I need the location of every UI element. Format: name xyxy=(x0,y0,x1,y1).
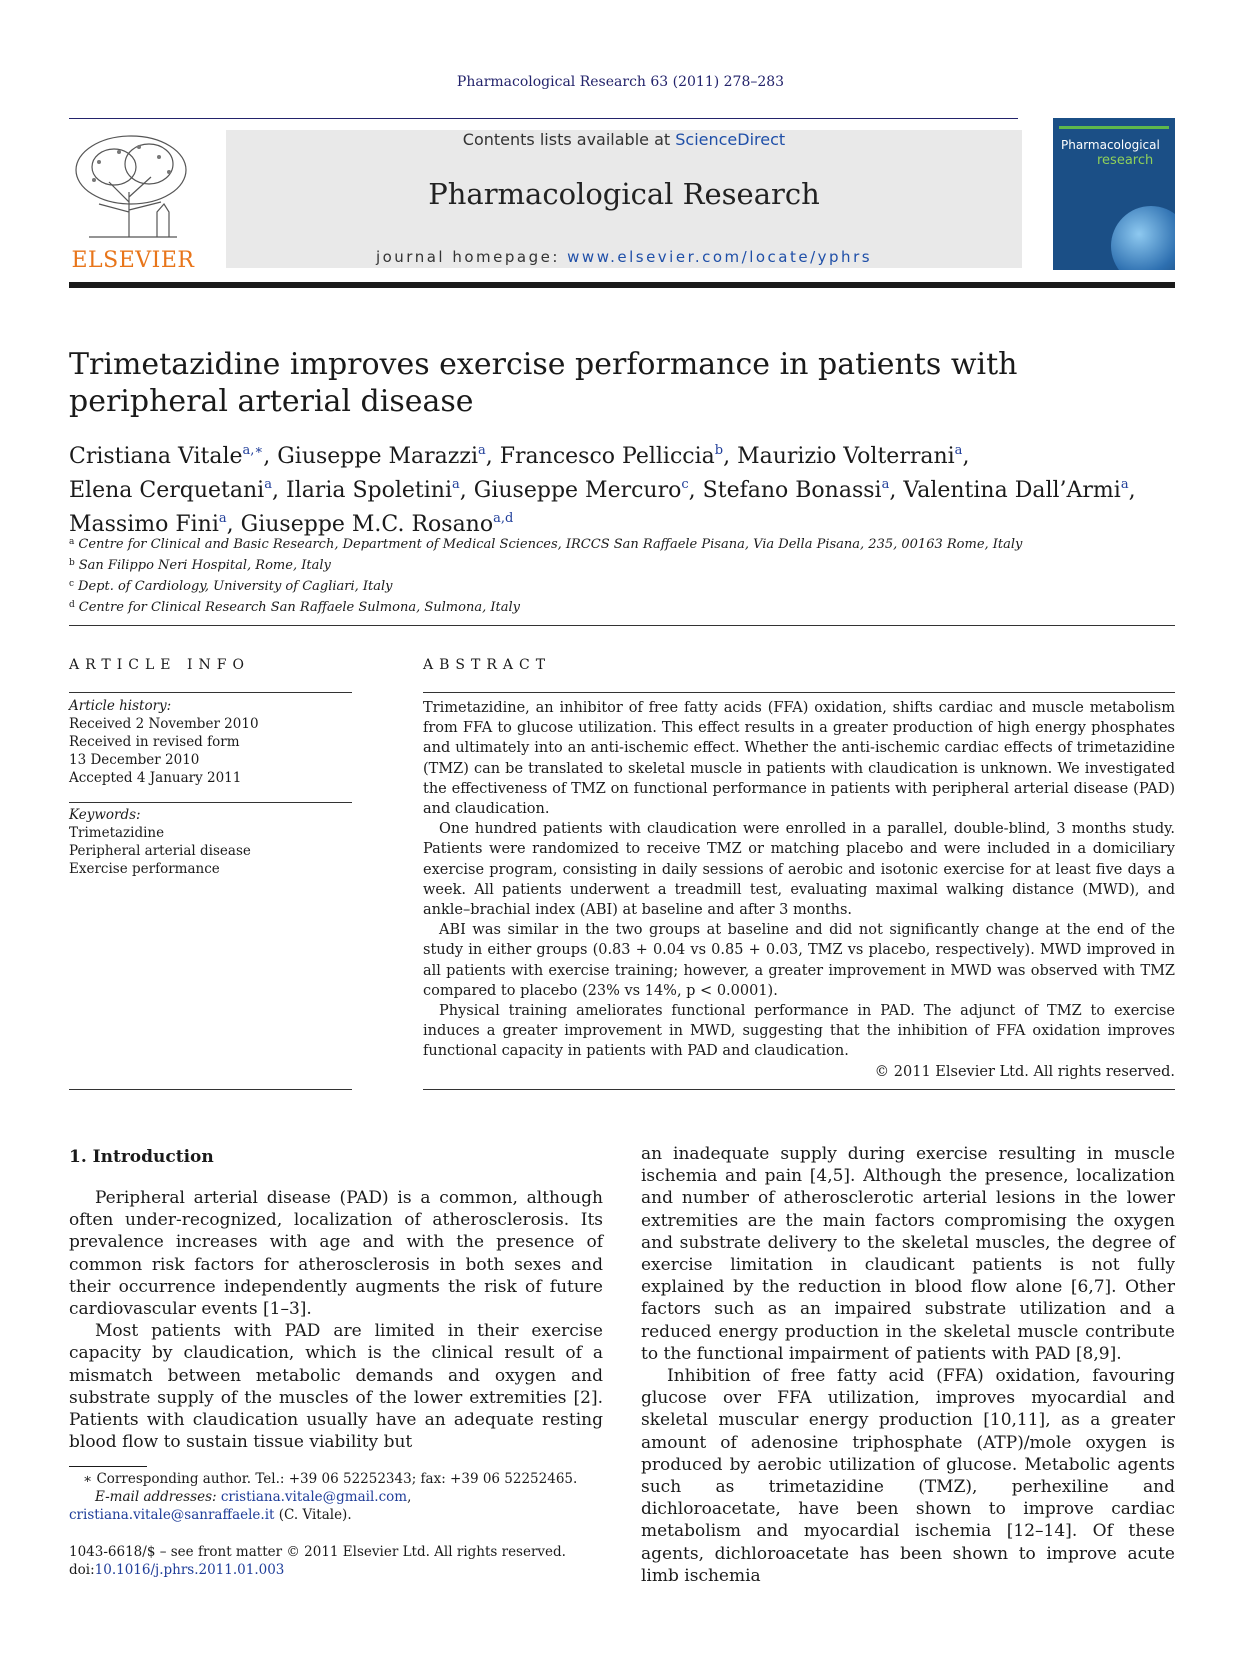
author-sep: , xyxy=(271,478,286,503)
corresponding-footnote xyxy=(69,1470,603,1524)
journal-reference[interactable]: Pharmacological Research 63 (2011) 278–283 xyxy=(456,74,785,90)
sciencedirect-link[interactable]: ScienceDirect xyxy=(675,130,786,149)
cover-title-line1: Pharmacological xyxy=(1061,138,1160,152)
author-affil-sup[interactable]: a xyxy=(452,477,460,492)
author-name: Giuseppe Mercuro xyxy=(473,478,682,503)
author-name: Cristiana Vitale xyxy=(69,444,243,469)
author-sep: , xyxy=(962,444,970,469)
abstract-copyright: © 2011 Elsevier Ltd. All rights reserved. xyxy=(874,1063,1175,1080)
body-paragraph: Most patients with PAD are limited in their exercise capacity by claudication, which is the clinical result of a mismatch between metabolic demands and oxygen and substrate supply of the muscles of the lower extremities [2]. Patients with claudication usually have an adequate resting blood flow to sustain tissue viability but xyxy=(69,1321,603,1453)
abstract-paragraph: Physical training ameliorates functional performance in PAD. The adjunct of TMZ to exercise induces a greater improvement in MWD, suggesting that the inhibition of FFA oxidation improves functional capacity in patients with PAD and claudication. xyxy=(423,1003,1175,1060)
author-affil-sup[interactable]: b xyxy=(714,443,724,458)
affiliation xyxy=(69,596,1169,617)
abstract-rule-bottom xyxy=(423,1089,1175,1090)
author-sep: , xyxy=(723,444,738,469)
affiliation-text: Dept. of Cardiology, University of Cagliari, Italy xyxy=(78,579,393,594)
journal-homepage xyxy=(226,248,1022,266)
email-link[interactable]: cristiana.vitale@gmail.com xyxy=(220,1489,408,1505)
keyword: Exercise performance xyxy=(69,861,220,877)
info-rule-bottom xyxy=(69,1089,352,1090)
keyword: Peripheral arterial disease xyxy=(69,843,251,859)
author-affil-sup[interactable]: a,∗ xyxy=(242,443,264,458)
affiliation xyxy=(69,533,1169,554)
section-rule xyxy=(69,625,1175,626)
author-name: Giuseppe Marazzi xyxy=(277,444,478,469)
author-name: Stefano Bonassi xyxy=(702,478,882,503)
affiliation-sup: a xyxy=(69,537,75,547)
intro-left-column xyxy=(69,1187,603,1453)
author-sep: , xyxy=(459,478,474,503)
author-sep: , xyxy=(889,478,904,503)
author-name: Elena Cerquetani xyxy=(69,478,265,503)
contents-line xyxy=(226,130,1022,149)
corresponding-author: ∗ Corresponding author. Tel.: +39 06 52252343; fax: +39 06 52252465. xyxy=(83,1471,578,1487)
introduction-heading: 1. Introduction xyxy=(69,1147,214,1167)
author-sep: , xyxy=(226,512,241,537)
keyword: Trimetazidine xyxy=(69,825,165,841)
header-top-rule xyxy=(69,118,1018,119)
author-affil-sup[interactable]: a xyxy=(1120,477,1129,492)
author-name: Maurizio Volterrani xyxy=(737,444,955,469)
history-item: 13 December 2010 xyxy=(69,752,200,768)
affiliation-sup: c xyxy=(69,579,75,589)
doi-prefix: doi: xyxy=(69,1562,95,1578)
author-sep: , xyxy=(1128,478,1136,503)
author-affil-sup[interactable]: a xyxy=(954,443,963,458)
history-item: Accepted 4 January 2011 xyxy=(69,770,242,786)
keywords-label: Keywords: xyxy=(69,807,141,823)
history-item: Received 2 November 2010 xyxy=(69,716,259,732)
affiliation-sup: d xyxy=(69,600,75,610)
front-matter xyxy=(69,1543,603,1579)
author-affil-sup[interactable]: a xyxy=(264,477,272,492)
author-line xyxy=(69,471,1175,505)
author-sep: , xyxy=(263,444,278,469)
abstract-paragraph: Trimetazidine, an inhibitor of free fatty acids (FFA) oxidation, shifts cardiac and muscle metabolism from FFA to glucose utilization. This effect results in a greater production of high energy phosphates and ultimately into an anti-ischemic effect. Whether the anti-ischemic cardiac effects of trimetazidine (TMZ) can be translated to skeletal muscle in patients with claudication is unknown. We investigated the effectiveness of TMZ on functional performance in patients with peripheral arterial disease (PAD) and claudication. xyxy=(423,700,1175,818)
abstract-heading: ABSTRACT xyxy=(423,657,552,673)
affiliation xyxy=(69,575,1169,596)
author-affil-sup[interactable]: c xyxy=(681,477,689,492)
affiliation-text: Centre for Clinical and Basic Research, Department of Medical Sciences, IRCCS San Raffaele Pisana, Via Della Pisana, 235, 00163 Rome, Italy xyxy=(78,537,1023,552)
cover-graphic xyxy=(1111,206,1175,270)
keywords xyxy=(69,806,359,878)
cover-title-line2: research xyxy=(1097,153,1154,168)
email-link[interactable]: cristiana.vitale@sanraffaele.it xyxy=(69,1507,275,1523)
homepage-link[interactable]: www.elsevier.com/locate/yphrs xyxy=(567,248,873,266)
footnote-rule xyxy=(69,1466,147,1467)
author-name: Giuseppe M.C. Rosano xyxy=(240,512,494,537)
body-paragraph: an inadequate supply during exercise resulting in muscle ischemia and pain [4,5]. Although the presence, localization and number of atherosclerotic arterial lesions in the lower extremities are the main factors compromising the oxygen and substrate delivery to the skeletal muscles, the degree of exercise limitation in claudicant patients is not fully explained by the reduction in blood flow alone [6,7]. Other factors such as an impaired substrate utilization and a reduced energy production in the skeletal muscle contribute to the functional impairment of patients with PAD [8,9]. xyxy=(641,1144,1175,1364)
elsevier-tree-logo xyxy=(69,132,197,242)
info-rule xyxy=(69,692,352,693)
elsevier-wordmark: ELSEVIER xyxy=(71,248,195,273)
affiliation-text: Centre for Clinical Research San Raffaele Sulmona, Sulmona, Italy xyxy=(78,600,520,615)
author-affil-sup[interactable]: a xyxy=(218,511,227,526)
email-suffix: (C. Vitale). xyxy=(274,1507,352,1523)
doi-link[interactable]: 10.1016/j.phrs.2011.01.003 xyxy=(94,1562,285,1578)
issn-line: 1043-6618/$ – see front matter © 2011 Elsevier Ltd. All rights reserved. xyxy=(69,1544,566,1560)
body-paragraph: Peripheral arterial disease (PAD) is a common, although often under-recognized, localization of atherosclerosis. Its prevalence increases with age and with the presence of common risk factors for atherosclerosis in both sexes and their occurrence independently augments the risk of future cardiovascular events [1–3]. xyxy=(69,1188,603,1320)
author-affil-sup[interactable]: a xyxy=(477,443,486,458)
author-list xyxy=(69,437,1175,539)
author-line xyxy=(69,437,1175,471)
affiliation xyxy=(69,554,1169,575)
email-label: E-mail addresses: xyxy=(95,1489,217,1505)
doi-line xyxy=(69,1561,603,1579)
email-line: E-mail addresses: cristiana.vitale@gmail.com, xyxy=(95,1489,412,1505)
author-name: Massimo Fini xyxy=(69,512,219,537)
author-sep: , xyxy=(688,478,703,503)
article-title: Trimetazidine improves exercise performance in patients with peripheral arterial disease xyxy=(69,347,1018,419)
article-history xyxy=(69,697,359,787)
body-paragraph: Inhibition of free fatty acid (FFA) oxidation, favouring glucose over FFA utilization, improves myocardial and skeletal muscular energy production [10,11], as a greater amount of adenosine triphosphate (ATP)/mole oxygen is produced by aerobic utilization of glucose. Metabolic agents such as trimetazidine (TMZ), perhexiline and dichloroacetate, have been shown to improve cardiac metabolism and myocardial ischemia [12–14]. Of these agents, dichloroacetate has been shown to improve acute limb ischemia xyxy=(641,1366,1175,1586)
author-affil-sup[interactable]: a,d xyxy=(493,511,514,526)
history-label: Article history: xyxy=(69,698,172,714)
history-item: Received in revised form xyxy=(69,734,240,750)
info-rule xyxy=(69,802,352,803)
journal-cover-image xyxy=(1053,118,1175,270)
homepage-prefix: journal homepage: xyxy=(375,248,568,266)
abstract-paragraph: One hundred patients with claudication were enrolled in a parallel, double-blind, 3 months study. Patients were randomized to receive TMZ or matching placebo and were included in a domiciliary exercise program, consisting in daily sessions of aerobic and isotonic exercise for at least five days a week. All patients underwent a treadmill test, evaluating maximal walking distance (MWD), and ankle–brachial index (ABI) at baseline and after 3 months. xyxy=(423,821,1175,919)
intro-right-column xyxy=(641,1143,1175,1587)
abstract-body xyxy=(423,698,1175,1082)
article-info-heading: ARTICLE INFO xyxy=(69,657,250,673)
affiliations xyxy=(69,533,1169,617)
author-name: Francesco Pelliccia xyxy=(499,444,715,469)
contents-prefix: Contents lists available at xyxy=(462,130,676,149)
email-line xyxy=(69,1506,603,1524)
affiliation-sup: b xyxy=(69,558,75,568)
author-sep: , xyxy=(485,444,500,469)
abstract-rule xyxy=(423,692,1175,693)
header-thick-rule xyxy=(69,282,1175,288)
author-name: Ilaria Spoletini xyxy=(285,478,453,503)
author-affil-sup[interactable]: a xyxy=(881,477,890,492)
author-name: Valentina Dall’Armi xyxy=(903,478,1121,503)
affiliation-text: San Filippo Neri Hospital, Rome, Italy xyxy=(78,558,331,573)
abstract-paragraph: ABI was similar in the two groups at baseline and did not significantly change at the end of the study in either groups (0.83 + 0.04 vs 0.85 + 0.03, TMZ vs placebo, respectively). MWD improved in all patients with exercise training; however, a greater improvement in MWD was observed with TMZ compared to placebo (23% vs 14%, p < 0.0001). xyxy=(423,922,1175,999)
journal-title: Pharmacological Research xyxy=(428,177,820,211)
